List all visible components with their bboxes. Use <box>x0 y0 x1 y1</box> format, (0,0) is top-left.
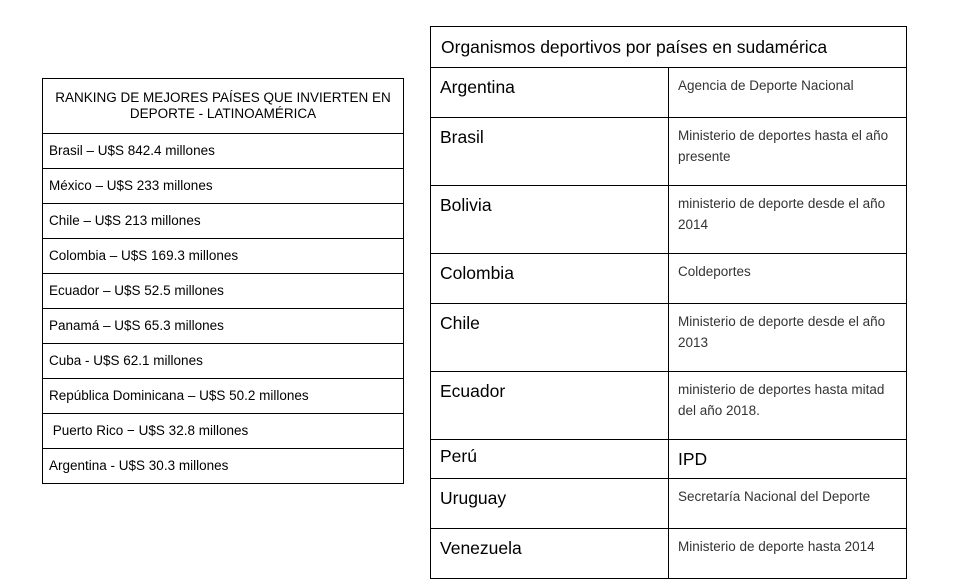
ranking-cell: Argentina - U$S 30.3 millones <box>43 449 404 484</box>
ranking-row <box>43 134 404 169</box>
ranking-cell: Cuba - U$S 62.1 millones <box>43 344 404 379</box>
organism-cell: ministerio de deporte desde el año 2014 <box>669 186 907 254</box>
table-row <box>431 440 907 479</box>
country-cell: Bolivia <box>431 186 669 254</box>
table-row <box>431 186 907 254</box>
ranking-cell: Chile – U$S 213 millones <box>43 204 404 239</box>
organism-cell: Coldeportes <box>669 254 907 304</box>
ranking-cell: México – U$S 233 millones <box>43 169 404 204</box>
table-row <box>431 118 907 186</box>
ranking-row <box>43 204 404 239</box>
country-cell: Colombia <box>431 254 669 304</box>
country-cell: Perú <box>431 440 669 479</box>
table-row <box>431 372 907 440</box>
ranking-cell: Puerto Rico − U$S 32.8 millones <box>43 414 404 449</box>
ranking-cell: Ecuador – U$S 52.5 millones <box>43 274 404 309</box>
country-cell: Ecuador <box>431 372 669 440</box>
table-row <box>431 68 907 118</box>
table-row <box>431 529 907 579</box>
organism-cell: Secretaría Nacional del Deporte <box>669 479 907 529</box>
table-row <box>431 304 907 372</box>
ranking-cell: República Dominicana – U$S 50.2 millones <box>43 379 404 414</box>
ranking-row <box>43 274 404 309</box>
table-row <box>431 254 907 304</box>
ranking-row <box>43 239 404 274</box>
ranking-row <box>43 379 404 414</box>
ranking-cell: Brasil – U$S 842.4 millones <box>43 134 404 169</box>
ranking-cell: Panamá – U$S 65.3 millones <box>43 309 404 344</box>
ranking-row <box>43 449 404 484</box>
ranking-row <box>43 414 404 449</box>
organism-cell: Ministerio de deporte hasta 2014 <box>669 529 907 579</box>
country-cell: Uruguay <box>431 479 669 529</box>
ranking-row <box>43 169 404 204</box>
ranking-table <box>42 78 404 484</box>
organism-cell: Agencia de Deporte Nacional <box>669 68 907 118</box>
organism-cell: IPD <box>669 440 907 479</box>
ranking-row <box>43 344 404 379</box>
ranking-row <box>43 309 404 344</box>
country-cell: Argentina <box>431 68 669 118</box>
organisms-title: Organismos deportivos por países en sudamérica <box>431 27 907 68</box>
country-cell: Venezuela <box>431 529 669 579</box>
table-row <box>431 479 907 529</box>
organism-cell: ministerio de deportes hasta mitad del año 2018. <box>669 372 907 440</box>
ranking-title: RANKING DE MEJORES PAÍSES QUE INVIERTEN EN DEPORTE - LATINOAMÉRICA <box>43 79 404 134</box>
ranking-header-row <box>43 79 404 134</box>
ranking-cell: Colombia – U$S 169.3 millones <box>43 239 404 274</box>
country-cell: Brasil <box>431 118 669 186</box>
organism-cell: Ministerio de deportes hasta el año presente <box>669 118 907 186</box>
organisms-header-row <box>431 27 907 68</box>
country-cell: Chile <box>431 304 669 372</box>
organisms-table <box>430 26 907 579</box>
organism-cell: Ministerio de deporte desde el año 2013 <box>669 304 907 372</box>
